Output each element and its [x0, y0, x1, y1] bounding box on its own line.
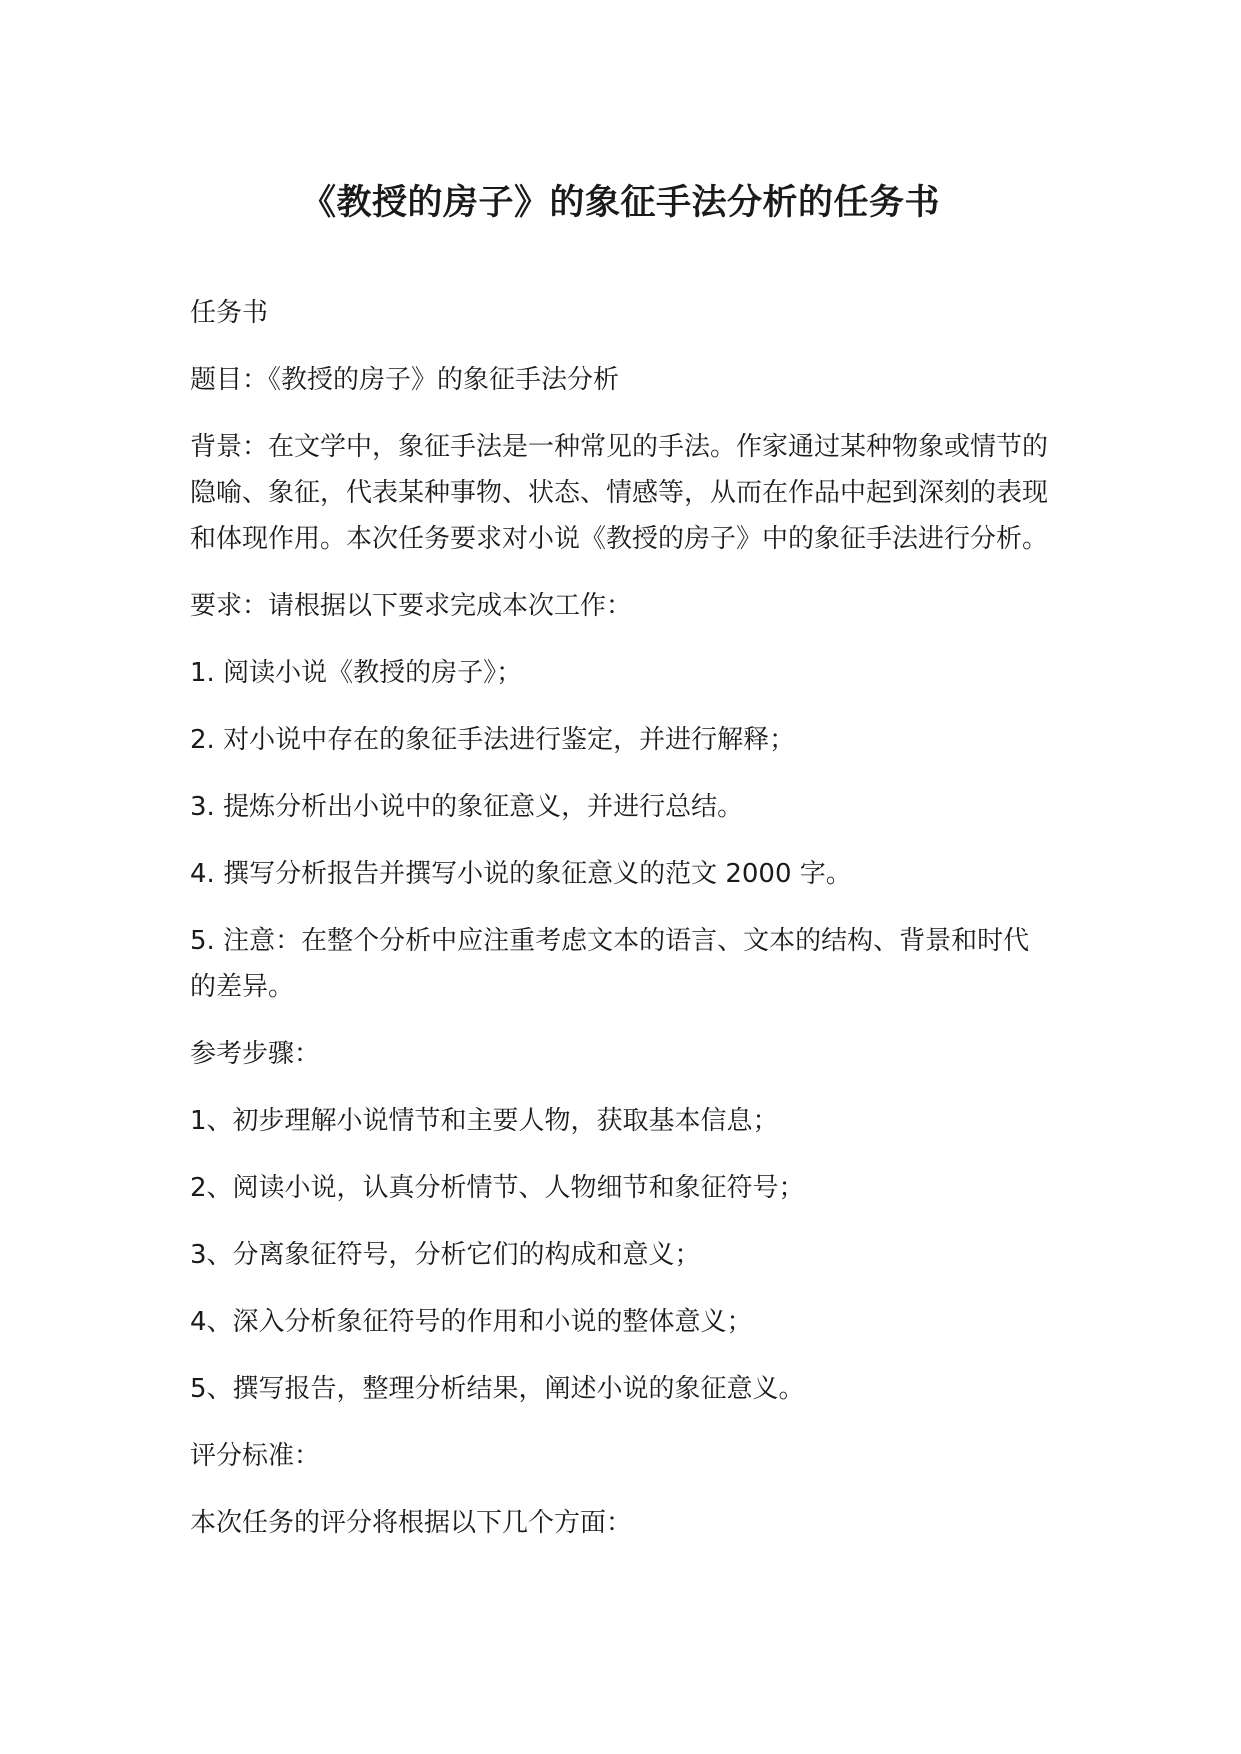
step-item-4: 4、深入分析象征符号的作用和小说的整体意义； [190, 1307, 753, 1337]
document-title: 《教授的房子》的象征手法分析的任务书 [300, 183, 940, 223]
step-item-1: 1、初步理解小说情节和主要人物，获取基本信息； [190, 1106, 779, 1136]
paragraph-steps-heading: 参考步骤： [190, 1039, 321, 1069]
requirement-item-5: 5. 注意：在整个分析中应注重考虑文本的语言、文本的结构、背景和时代的差异。 [190, 926, 1030, 1002]
requirement-item-1: 1. 阅读小说《教授的房子》； [190, 658, 523, 688]
requirement-item-2: 2. 对小说中存在的象征手法进行鉴定，并进行解释； [190, 725, 796, 755]
step-item-2: 2、阅读小说，认真分析情节、人物细节和象征符号； [190, 1173, 805, 1203]
paragraph-requirements: 要求：请根据以下要求完成本次工作： [190, 591, 633, 621]
paragraph-heading-task: 任务书 [190, 298, 269, 328]
step-item-5: 5、撰写报告，整理分析结果，阐述小说的象征意义。 [190, 1374, 805, 1404]
requirement-item-4: 4. 撰写分析报告并撰写小说的象征意义的范文 2000 字。 [190, 859, 852, 889]
paragraph-background: 背景：在文学中，象征手法是一种常见的手法。作家通过某种物象或情节的隐喻、象征，代表某种事物、状态、情感等，从而在作品中起到深刻的表现和体现作用。本次任务要求对小说《教授的房子》中的象征手法进行分析。 [190, 432, 1049, 554]
paragraph-topic: 题目：《教授的房子》的象征手法分析 [190, 365, 620, 395]
paragraph-criteria-intro: 本次任务的评分将根据以下几个方面： [190, 1508, 633, 1538]
paragraph-criteria-heading: 评分标准： [190, 1441, 321, 1471]
step-item-3: 3、分离象征符号，分析它们的构成和意义； [190, 1240, 701, 1270]
requirement-item-3: 3. 提炼分析出小说中的象征意义，并进行总结。 [190, 792, 744, 822]
document-body [190, 290, 1050, 1567]
